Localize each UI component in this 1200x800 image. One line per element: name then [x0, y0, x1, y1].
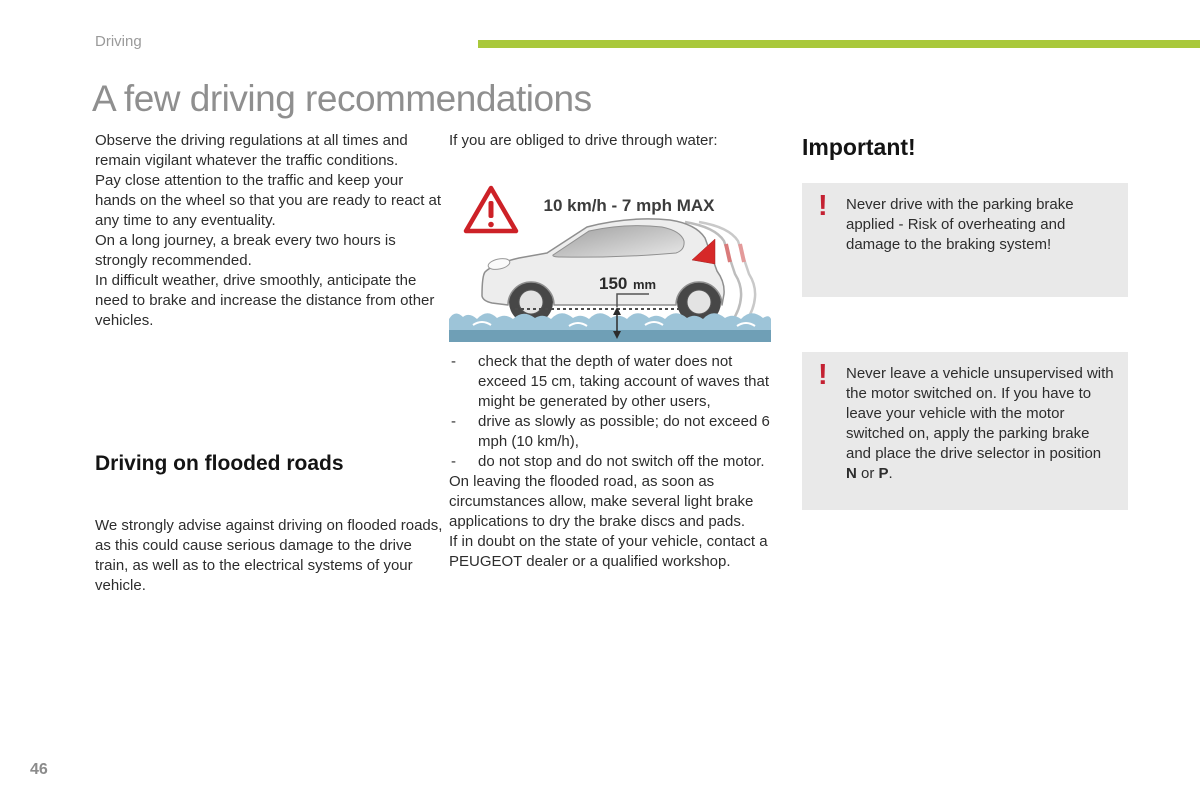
flooded-roads-paragraph: [95, 516, 447, 596]
dash-bullet: -: [451, 353, 456, 370]
alert-text: Never drive with the parking brake applied - Risk of overheating and damage to the braking system!: [846, 196, 1074, 253]
paragraph: Observe the driving regulations at all times and remain vigilant whatever the traffic conditions.: [95, 132, 408, 169]
water-bed: [449, 330, 771, 342]
depth-value-label: 150: [599, 274, 628, 293]
paragraph: On leaving the flooded road, as soon as circumstances allow, make several light brake applications to dry the brake discs and pads.: [449, 473, 754, 530]
depth-unit-label: mm: [633, 277, 657, 292]
flooded-roads-heading: Driving on flooded roads: [95, 452, 344, 475]
alert-box-unsupervised-vehicle: [802, 352, 1128, 510]
water-intro: [449, 131, 779, 151]
page-number: 46: [30, 761, 48, 778]
speed-limit-label: 10 km/h - 7 mph MAX: [543, 196, 715, 215]
flooded-road-illustration: [449, 178, 779, 346]
alert-box-parking-brake: [802, 183, 1128, 297]
alert-text-segment: Never leave a vehicle unsupervised with the motor switched on. If you have to leave your vehicle with the motor switched on, apply the parking brake and place the drive selector in position: [846, 365, 1114, 462]
paragraph: If in doubt on the state of your vehicle, contact a PEUGEOT dealer or a qualified workshop.: [449, 533, 768, 570]
list-item: [449, 352, 779, 412]
car-window: [553, 226, 684, 257]
paragraph: On a long journey, a break every two hours is strongly recommended.: [95, 232, 396, 269]
left-column: [95, 131, 447, 331]
list-item-text: check that the depth of water does not exceed 15 cm, taking account of waves that might be generated by other users,: [478, 353, 769, 410]
list-item: [449, 452, 779, 472]
list-item-text: drive as slowly as possible; do not exceed 6 mph (10 km/h),: [478, 413, 770, 450]
section-label: Driving: [95, 33, 142, 50]
warning-triangle-icon: [466, 188, 516, 231]
paragraph: We strongly advise against driving on flooded roads, as this could cause serious damage to the drive train, as well as to the electrical systems of your vehicle.: [95, 517, 443, 594]
alert-text-segment: .: [888, 465, 893, 482]
gear-position-p: P: [878, 465, 889, 482]
paragraph: If you are obliged to drive through water:: [449, 132, 718, 149]
important-heading: Important!: [802, 134, 916, 160]
paragraph: In difficult weather, drive smoothly, anticipate the need to brake and increase the distance from other vehicles.: [95, 272, 435, 329]
alert-text-segment: or: [856, 465, 879, 482]
exclamation-icon: !: [818, 359, 828, 391]
alert-text: [846, 364, 1114, 484]
dash-bullet: -: [451, 453, 456, 470]
water-instructions: [449, 352, 779, 572]
exclamation-icon: !: [818, 190, 828, 222]
gear-position-n: N: [846, 465, 857, 482]
list-item-text: do not stop and do not switch off the motor.: [478, 453, 765, 470]
water-surface: [449, 313, 771, 330]
accent-bar: [478, 40, 1200, 48]
list-item: [449, 412, 779, 452]
dash-bullet: -: [451, 413, 456, 430]
paragraph: Pay close attention to the traffic and keep your hands on the wheel so that you are ready to react at any time to any eventuality.: [95, 172, 442, 229]
page-title: A few driving recommendations: [92, 78, 592, 119]
